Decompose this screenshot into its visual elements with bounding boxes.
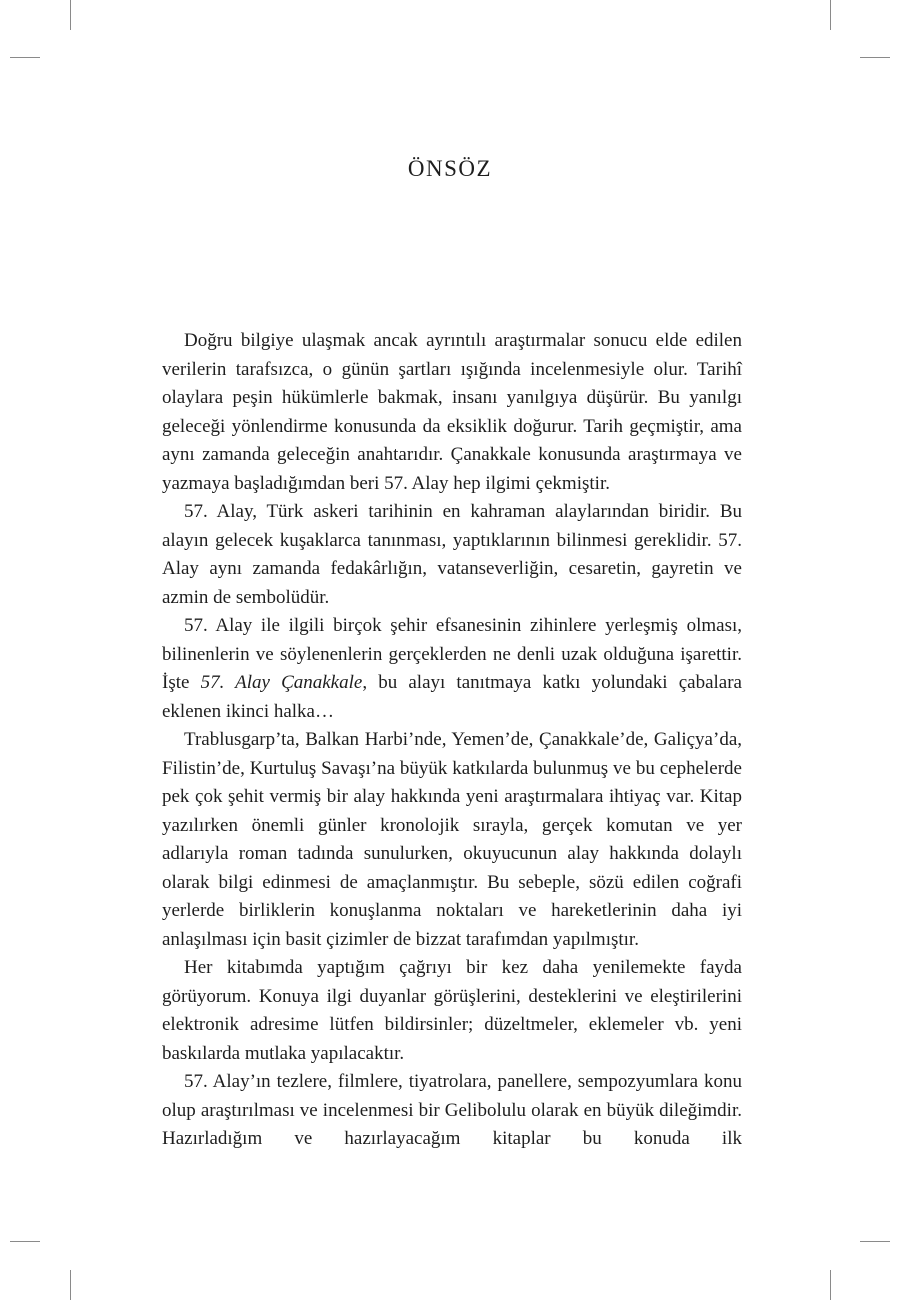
body-text bbox=[162, 327, 742, 1154]
paragraph-3 bbox=[162, 612, 742, 726]
crop-mark-bottom-left-vertical bbox=[70, 1270, 71, 1300]
paragraph-2: 57. Alay, Türk askeri tarihinin en kahraman alaylarından biridir. Bu alayın gelecek kuşaklarca tanınması, yaptıklarının bilinmesi gereklidir. 57. Alay aynı zamanda fedakârlığın, vatanseverliğin, cesaretin, gayretin ve azmin de sembolüdür. bbox=[162, 501, 742, 608]
crop-mark-top-right-horizontal bbox=[860, 57, 890, 58]
crop-mark-bottom-left-horizontal bbox=[10, 1241, 40, 1242]
crop-mark-top-left-horizontal bbox=[10, 57, 40, 58]
paragraph-4: Trablusgarp’ta, Balkan Harbi’nde, Yemen’de, Çanakkale’de, Galiçya’da, Filistin’de, Kurtuluş Savaşı’na büyük katkılarda bulunmuş ve bu cephelerde pek çok şehit vermiş bir alay hakkında yeni araştırmalara ihtiyaç var. Kitap yazılırken önemli günler kronolojik sırayla, gerçek komutan ve yer adlarıyla roman tadında sunulurken, okuyucunun alay hakkında dolaylı olarak bilgi edinmesi de amaçlanmıştır. Bu sebeple, sözü edilen coğrafi yerlerde birliklerin konuşlanma noktaları ve hareketlerinin daha iyi anlaşılması için basit çizimler de bizzat tarafımdan yapılmıştır. bbox=[162, 729, 742, 950]
paragraph-3-text-before: 57. Alay ile ilgili birçok şehir efsanesinin zihinlere yerleşmiş olması, bilinenlerin ve söylenenlerin gerçeklerden ne denli uzak olduğuna işarettir. İşte bbox=[162, 615, 742, 693]
paragraph-3-text-after: , bu alayı tanıtmaya katkı yolundaki çabalara eklenen ikinci halka… bbox=[162, 672, 742, 722]
paragraph-5: Her kitabımda yaptığım çağrıyı bir kez daha yenilemekte fayda görüyorum. Konuya ilgi duyanlar görüşlerini, desteklerini ve eleştirilerini elektronik adresime lütfen bildirsinler; düzeltmeler, eklemeler vb. yeni baskılarda mutlaka yapılacaktır. bbox=[162, 957, 742, 1064]
page-title: ÖNSÖZ bbox=[407, 156, 493, 181]
crop-mark-top-left-vertical bbox=[70, 0, 71, 30]
crop-mark-top-right-vertical bbox=[830, 0, 831, 30]
crop-mark-bottom-right-vertical bbox=[830, 1270, 831, 1300]
crop-mark-bottom-right-horizontal bbox=[860, 1241, 890, 1242]
paragraph-6: 57. Alay’ın tezlere, filmlere, tiyatrolara, panellere, sempozyumlara konu olup araştırılması ve incelenmesi bir Gelibolulu olarak en büyük dileğimdir. Hazırladığım ve hazırlayacağım kitaplar bu konuda ilk bbox=[162, 1071, 742, 1149]
paragraph-1: Doğru bilgiye ulaşmak ancak ayrıntılı araştırmalar sonucu elde edilen verilerin tarafsızca, o günün şartları ışığında incelenmesiyle olur. Tarihî olaylara peşin hükümlerle bakmak, insanı yanılgıya düşürür. Bu yanılgı geleceği yönlendirme konusunda da eksiklik doğurur. Tarih geçmiştir, ama aynı zamanda geleceğin anahtarıdır. Çanakkale konusunda araştırmaya ve yazmaya başladığımdan beri 57. Alay hep ilgimi çekmiştir. bbox=[162, 330, 742, 494]
book-title-italic: 57. Alay Çanakkale bbox=[200, 672, 363, 693]
